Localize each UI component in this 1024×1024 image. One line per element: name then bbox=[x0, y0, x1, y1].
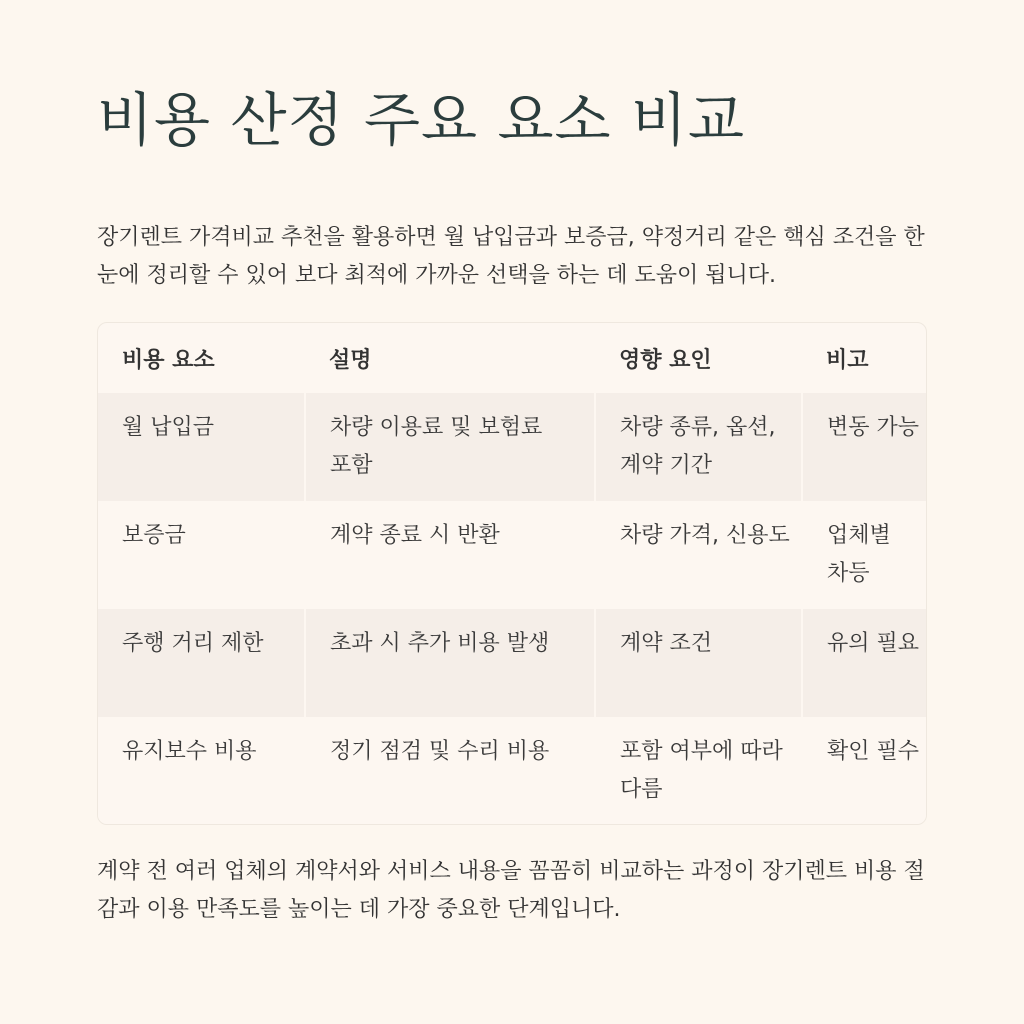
cell-description: 계약 종료 시 반환 bbox=[305, 501, 595, 609]
cell-description: 차량 이용료 및 보험료 포함 bbox=[305, 393, 595, 501]
cell-cost-factor: 유지보수 비용 bbox=[98, 717, 305, 825]
cell-notes: 유의 필요 bbox=[802, 609, 927, 717]
cell-influencing-factors: 포함 여부에 따라 다름 bbox=[595, 717, 802, 825]
cell-notes: 확인 필수 bbox=[802, 717, 927, 825]
cell-cost-factor: 월 납입금 bbox=[98, 393, 305, 501]
cell-cost-factor: 주행 거리 제한 bbox=[98, 609, 305, 717]
page-title: 비용 산정 주요 요소 비교 bbox=[97, 86, 746, 154]
cell-notes: 업체별 차등 bbox=[802, 501, 927, 609]
table-row bbox=[98, 609, 927, 717]
intro-paragraph: 장기렌트 가격비교 추천을 활용하면 월 납입금과 보증금, 약정거리 같은 핵심 조건을 한눈에 정리할 수 있어 보다 최적에 가까운 선택을 하는 데 도움이 됩니다. bbox=[97, 225, 925, 288]
table-row bbox=[98, 501, 927, 609]
cell-notes: 변동 가능 bbox=[802, 393, 927, 501]
header-influencing-factors: 영향 요인 bbox=[619, 347, 712, 373]
table-header-row bbox=[98, 323, 927, 393]
cell-influencing-factors: 차량 가격, 신용도 bbox=[595, 501, 802, 609]
cell-description: 초과 시 추가 비용 발생 bbox=[305, 609, 595, 717]
cell-influencing-factors: 계약 조건 bbox=[595, 609, 802, 717]
cost-comparison-table bbox=[97, 322, 927, 825]
table-row bbox=[98, 393, 927, 501]
header-notes: 비고 bbox=[826, 347, 869, 373]
cell-description: 정기 점검 및 수리 비용 bbox=[305, 717, 595, 825]
cell-influencing-factors: 차량 종류, 옵션, 계약 기간 bbox=[595, 393, 802, 501]
cell-cost-factor: 보증금 bbox=[98, 501, 305, 609]
header-description: 설명 bbox=[329, 347, 372, 373]
header-cost-factor: 비용 요소 bbox=[122, 347, 215, 373]
closing-paragraph: 계약 전 여러 업체의 계약서와 서비스 내용을 꼼꼼히 비교하는 과정이 장기렌트 비용 절감과 이용 만족도를 높이는 데 가장 중요한 단계입니다. bbox=[97, 859, 925, 922]
table-row bbox=[98, 717, 927, 825]
